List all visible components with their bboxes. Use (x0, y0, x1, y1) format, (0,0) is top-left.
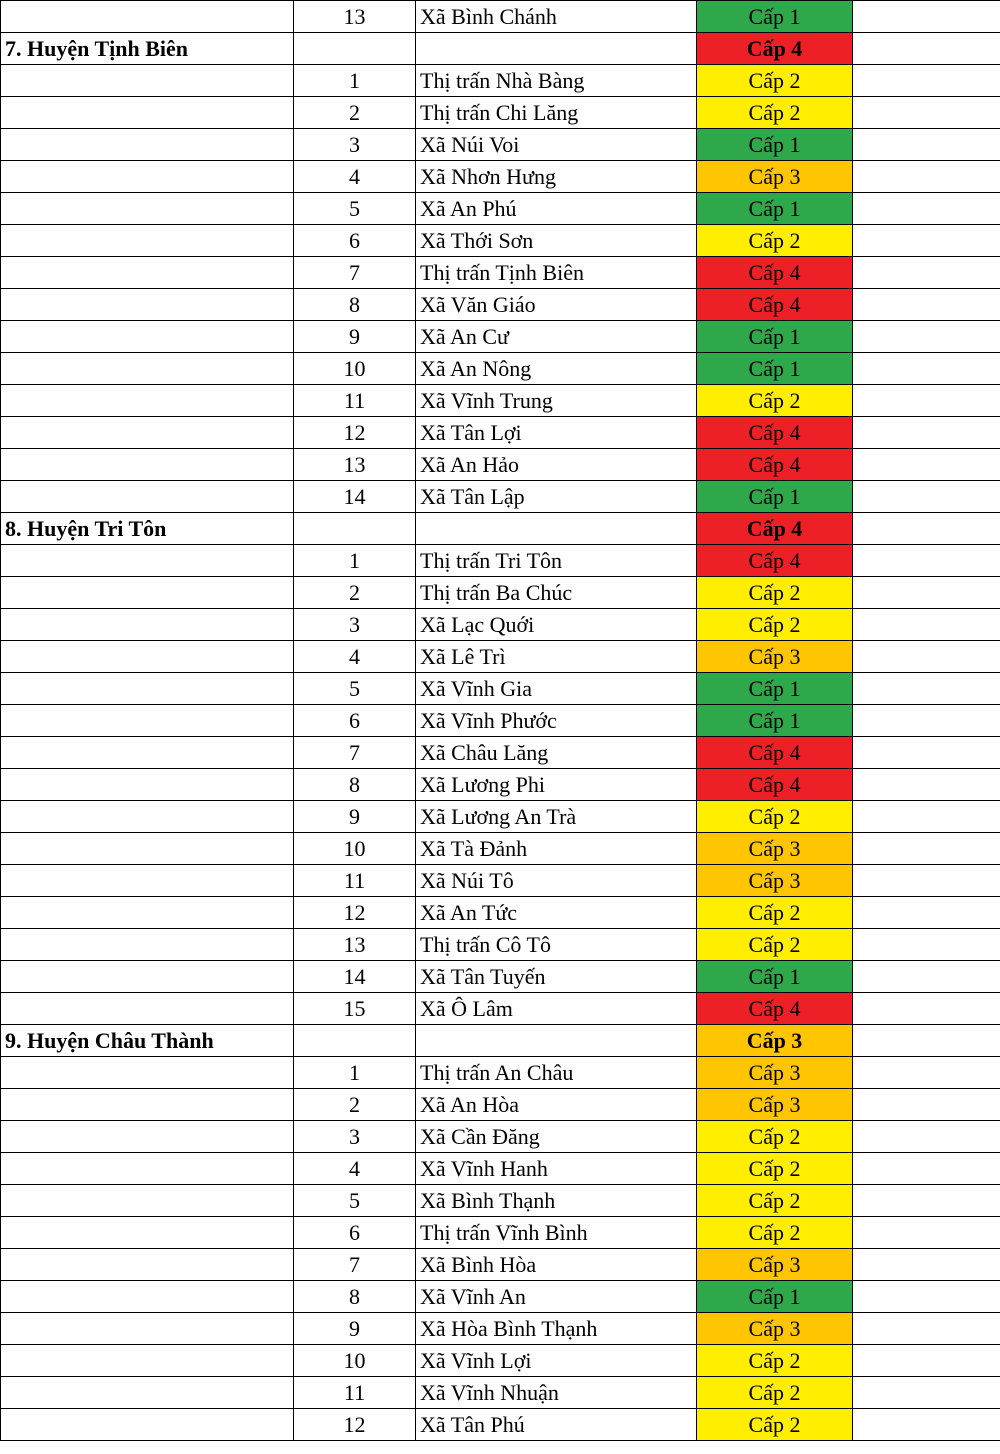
empty-cell (853, 417, 1000, 449)
table-row (1, 417, 1000, 449)
risk-level-badge: Cấp 1 (697, 129, 853, 161)
empty-cell (853, 225, 1000, 257)
commune-name-cell: Xã Lương Phi (416, 769, 697, 801)
commune-name-cell: Xã Ô Lâm (416, 993, 697, 1025)
commune-name-cell: Xã Cần Đăng (416, 1121, 697, 1153)
number-cell: 13 (294, 1, 416, 33)
district-header-row (1, 1025, 1000, 1057)
empty-cell (853, 1057, 1000, 1089)
commune-name-cell: Xã Vĩnh Hanh (416, 1153, 697, 1185)
commune-name-cell: Xã Thới Sơn (416, 225, 697, 257)
number-cell: 3 (294, 1121, 416, 1153)
risk-level-badge: Cấp 4 (697, 513, 853, 545)
number-cell: 11 (294, 385, 416, 417)
table-row (1, 129, 1000, 161)
commune-name-cell: Xã Tân Tuyến (416, 961, 697, 993)
risk-level-badge: Cấp 2 (697, 65, 853, 97)
number-cell: 9 (294, 321, 416, 353)
risk-level-badge: Cấp 1 (697, 353, 853, 385)
empty-cell (853, 1313, 1000, 1345)
empty-cell (853, 65, 1000, 97)
number-cell: 7 (294, 257, 416, 289)
district-name-cell (1, 833, 294, 865)
district-name-cell (1, 961, 294, 993)
number-cell (294, 33, 416, 65)
district-name-cell (1, 257, 294, 289)
table-row (1, 673, 1000, 705)
district-name-cell (1, 65, 294, 97)
empty-cell (853, 385, 1000, 417)
empty-cell (853, 193, 1000, 225)
empty-cell (853, 737, 1000, 769)
empty-cell (853, 257, 1000, 289)
risk-level-badge: Cấp 3 (697, 1089, 853, 1121)
commune-name-cell: Xã Bình Thạnh (416, 1185, 697, 1217)
risk-level-badge: Cấp 2 (697, 1185, 853, 1217)
risk-level-badge: Cấp 2 (697, 97, 853, 129)
risk-level-badge: Cấp 4 (697, 737, 853, 769)
number-cell: 1 (294, 545, 416, 577)
commune-name-cell: Thị trấn Nhà Bàng (416, 65, 697, 97)
table-row (1, 289, 1000, 321)
risk-level-badge: Cấp 1 (697, 705, 853, 737)
table-row (1, 193, 1000, 225)
number-cell: 3 (294, 129, 416, 161)
table-row (1, 1, 1000, 33)
table-row (1, 97, 1000, 129)
empty-cell (853, 705, 1000, 737)
commune-name-cell (416, 513, 697, 545)
commune-name-cell: Xã Vĩnh Gia (416, 673, 697, 705)
commune-name-cell: Xã An Tức (416, 897, 697, 929)
district-name-cell (1, 289, 294, 321)
commune-name-cell (416, 33, 697, 65)
number-cell: 7 (294, 1249, 416, 1281)
commune-name-cell: Thị trấn Ba Chúc (416, 577, 697, 609)
risk-level-badge: Cấp 2 (697, 1409, 853, 1441)
commune-name-cell: Thị trấn Chi Lăng (416, 97, 697, 129)
district-name-cell (1, 161, 294, 193)
risk-level-badge: Cấp 1 (697, 961, 853, 993)
risk-level-badge: Cấp 4 (697, 545, 853, 577)
commune-name-cell: Xã Núi Voi (416, 129, 697, 161)
commune-name-cell: Xã Lạc Quới (416, 609, 697, 641)
district-name-cell (1, 641, 294, 673)
empty-cell (853, 1, 1000, 33)
commune-name-cell: Xã Hòa Bình Thạnh (416, 1313, 697, 1345)
table-row (1, 545, 1000, 577)
commune-name-cell: Xã Tân Phú (416, 1409, 697, 1441)
table-row (1, 1121, 1000, 1153)
risk-level-badge: Cấp 2 (697, 1377, 853, 1409)
table-row (1, 833, 1000, 865)
empty-cell (853, 641, 1000, 673)
number-cell: 6 (294, 1217, 416, 1249)
empty-cell (853, 353, 1000, 385)
empty-cell (853, 961, 1000, 993)
district-name-cell (1, 929, 294, 961)
commune-name-cell: Xã An Hòa (416, 1089, 697, 1121)
district-name-cell (1, 1281, 294, 1313)
district-name-cell: 7. Huyện Tịnh Biên (1, 33, 294, 65)
number-cell: 9 (294, 801, 416, 833)
table-row (1, 65, 1000, 97)
empty-cell (853, 1121, 1000, 1153)
table-row (1, 257, 1000, 289)
district-name-cell (1, 1153, 294, 1185)
number-cell: 3 (294, 609, 416, 641)
district-name-cell (1, 1185, 294, 1217)
number-cell: 2 (294, 577, 416, 609)
district-name-cell (1, 1377, 294, 1409)
table-row (1, 1249, 1000, 1281)
risk-level-badge: Cấp 2 (697, 929, 853, 961)
district-name-cell (1, 545, 294, 577)
empty-cell (853, 801, 1000, 833)
commune-name-cell: Xã Lê Trì (416, 641, 697, 673)
risk-level-badge: Cấp 2 (697, 609, 853, 641)
table-row (1, 385, 1000, 417)
risk-level-badge: Cấp 2 (697, 1345, 853, 1377)
commune-name-cell: Xã An Hảo (416, 449, 697, 481)
district-name-cell (1, 449, 294, 481)
risk-level-badge: Cấp 1 (697, 321, 853, 353)
number-cell: 12 (294, 897, 416, 929)
commune-name-cell: Thị trấn Tri Tôn (416, 545, 697, 577)
number-cell: 5 (294, 193, 416, 225)
commune-name-cell: Xã Núi Tô (416, 865, 697, 897)
risk-level-badge: Cấp 4 (697, 33, 853, 65)
district-header-row (1, 33, 1000, 65)
risk-level-badge: Cấp 4 (697, 769, 853, 801)
commune-name-cell: Xã Tân Lợi (416, 417, 697, 449)
table-row (1, 929, 1000, 961)
district-name-cell (1, 1345, 294, 1377)
empty-cell (853, 929, 1000, 961)
number-cell: 5 (294, 673, 416, 705)
number-cell: 12 (294, 1409, 416, 1441)
district-name-cell (1, 353, 294, 385)
empty-cell (853, 1409, 1000, 1441)
number-cell: 2 (294, 97, 416, 129)
table-row (1, 1057, 1000, 1089)
commune-name-cell: Xã Vĩnh Nhuận (416, 1377, 697, 1409)
table-row (1, 865, 1000, 897)
district-name-cell (1, 97, 294, 129)
district-header-row (1, 513, 1000, 545)
number-cell: 14 (294, 481, 416, 513)
table-row (1, 961, 1000, 993)
table-row (1, 1281, 1000, 1313)
commune-name-cell: Xã Lương An Trà (416, 801, 697, 833)
empty-cell (853, 993, 1000, 1025)
empty-cell (853, 1089, 1000, 1121)
empty-cell (853, 1217, 1000, 1249)
commune-name-cell: Thị trấn An Châu (416, 1057, 697, 1089)
commune-name-cell: Xã Văn Giáo (416, 289, 697, 321)
commune-name-cell: Thị trấn Tịnh Biên (416, 257, 697, 289)
risk-level-badge: Cấp 3 (697, 161, 853, 193)
number-cell: 11 (294, 865, 416, 897)
district-name-cell (1, 897, 294, 929)
empty-cell (853, 33, 1000, 65)
empty-cell (853, 513, 1000, 545)
risk-level-badge: Cấp 3 (697, 1313, 853, 1345)
risk-level-badge: Cấp 3 (697, 641, 853, 673)
number-cell: 13 (294, 929, 416, 961)
number-cell: 14 (294, 961, 416, 993)
risk-level-badge: Cấp 4 (697, 417, 853, 449)
risk-level-badge: Cấp 2 (697, 897, 853, 929)
empty-cell (853, 1281, 1000, 1313)
table-row (1, 1089, 1000, 1121)
commune-name-cell: Xã Tân Lập (416, 481, 697, 513)
district-name-cell (1, 321, 294, 353)
table-row (1, 641, 1000, 673)
table-row (1, 481, 1000, 513)
number-cell: 13 (294, 449, 416, 481)
number-cell: 1 (294, 1057, 416, 1089)
number-cell (294, 513, 416, 545)
table-row (1, 801, 1000, 833)
risk-level-badge: Cấp 1 (697, 1281, 853, 1313)
table-row (1, 1185, 1000, 1217)
number-cell: 8 (294, 1281, 416, 1313)
empty-cell (853, 289, 1000, 321)
district-name-cell (1, 1, 294, 33)
number-cell: 10 (294, 353, 416, 385)
number-cell: 1 (294, 65, 416, 97)
empty-cell (853, 97, 1000, 129)
risk-level-badge: Cấp 2 (697, 1217, 853, 1249)
district-name-cell (1, 1057, 294, 1089)
risk-level-badge: Cấp 4 (697, 993, 853, 1025)
number-cell: 8 (294, 769, 416, 801)
risk-level-badge: Cấp 1 (697, 481, 853, 513)
table-row (1, 897, 1000, 929)
risk-level-badge: Cấp 1 (697, 1, 853, 33)
risk-level-badge: Cấp 1 (697, 193, 853, 225)
commune-name-cell: Xã An Phú (416, 193, 697, 225)
risk-level-badge: Cấp 3 (697, 1249, 853, 1281)
district-name-cell (1, 129, 294, 161)
number-cell (294, 1025, 416, 1057)
table-row (1, 1345, 1000, 1377)
district-name-cell (1, 705, 294, 737)
risk-level-badge: Cấp 2 (697, 385, 853, 417)
district-name-cell (1, 1217, 294, 1249)
commune-name-cell: Xã Vĩnh Trung (416, 385, 697, 417)
risk-level-badge: Cấp 2 (697, 225, 853, 257)
district-name-cell: 9. Huyện Châu Thành (1, 1025, 294, 1057)
risk-level-badge: Cấp 1 (697, 673, 853, 705)
table-row (1, 449, 1000, 481)
risk-level-badge: Cấp 2 (697, 577, 853, 609)
table-row (1, 705, 1000, 737)
number-cell: 4 (294, 161, 416, 193)
empty-cell (853, 609, 1000, 641)
commune-name-cell: Xã An Cư (416, 321, 697, 353)
commune-name-cell: Xã Châu Lăng (416, 737, 697, 769)
number-cell: 15 (294, 993, 416, 1025)
table-row (1, 1409, 1000, 1441)
district-name-cell (1, 737, 294, 769)
table-row (1, 609, 1000, 641)
district-name-cell (1, 1249, 294, 1281)
table-row (1, 769, 1000, 801)
risk-level-badge: Cấp 3 (697, 1025, 853, 1057)
commune-name-cell: Xã Bình Chánh (416, 1, 697, 33)
empty-cell (853, 545, 1000, 577)
empty-cell (853, 833, 1000, 865)
empty-cell (853, 1185, 1000, 1217)
district-name-cell: 8. Huyện Tri Tôn (1, 513, 294, 545)
empty-cell (853, 769, 1000, 801)
table-row (1, 321, 1000, 353)
commune-name-cell (416, 1025, 697, 1057)
district-name-cell (1, 769, 294, 801)
commune-name-cell: Thị trấn Cô Tô (416, 929, 697, 961)
risk-level-badge: Cấp 4 (697, 257, 853, 289)
district-name-cell (1, 225, 294, 257)
number-cell: 5 (294, 1185, 416, 1217)
table-row (1, 353, 1000, 385)
number-cell: 11 (294, 1377, 416, 1409)
commune-name-cell: Xã Bình Hòa (416, 1249, 697, 1281)
number-cell: 10 (294, 833, 416, 865)
empty-cell (853, 1377, 1000, 1409)
number-cell: 4 (294, 641, 416, 673)
district-name-cell (1, 801, 294, 833)
district-name-cell (1, 1121, 294, 1153)
table-row (1, 737, 1000, 769)
empty-cell (853, 129, 1000, 161)
empty-cell (853, 577, 1000, 609)
number-cell: 12 (294, 417, 416, 449)
district-name-cell (1, 385, 294, 417)
table-row (1, 1377, 1000, 1409)
commune-name-cell: Xã Vĩnh An (416, 1281, 697, 1313)
empty-cell (853, 1249, 1000, 1281)
commune-name-cell: Xã Vĩnh Lợi (416, 1345, 697, 1377)
empty-cell (853, 1153, 1000, 1185)
empty-cell (853, 321, 1000, 353)
district-name-cell (1, 993, 294, 1025)
empty-cell (853, 897, 1000, 929)
table-row (1, 1153, 1000, 1185)
risk-level-badge: Cấp 4 (697, 289, 853, 321)
risk-level-badge: Cấp 2 (697, 1153, 853, 1185)
commune-name-cell: Xã Vĩnh Phước (416, 705, 697, 737)
empty-cell (853, 673, 1000, 705)
table-row (1, 161, 1000, 193)
number-cell: 6 (294, 225, 416, 257)
risk-level-badge: Cấp 3 (697, 865, 853, 897)
empty-cell (853, 161, 1000, 193)
number-cell: 2 (294, 1089, 416, 1121)
empty-cell (853, 481, 1000, 513)
risk-level-badge: Cấp 3 (697, 833, 853, 865)
district-name-cell (1, 1089, 294, 1121)
district-name-cell (1, 577, 294, 609)
district-name-cell (1, 417, 294, 449)
table-row (1, 225, 1000, 257)
number-cell: 6 (294, 705, 416, 737)
district-name-cell (1, 673, 294, 705)
risk-level-badge: Cấp 2 (697, 801, 853, 833)
table-row (1, 1217, 1000, 1249)
empty-cell (853, 1025, 1000, 1057)
risk-level-badge: Cấp 4 (697, 449, 853, 481)
district-name-cell (1, 865, 294, 897)
commune-name-cell: Xã An Nông (416, 353, 697, 385)
risk-level-badge: Cấp 2 (697, 1121, 853, 1153)
number-cell: 10 (294, 1345, 416, 1377)
empty-cell (853, 865, 1000, 897)
district-name-cell (1, 1313, 294, 1345)
table-body (1, 1, 1000, 1441)
number-cell: 8 (294, 289, 416, 321)
commune-name-cell: Xã Tà Đảnh (416, 833, 697, 865)
district-name-cell (1, 1409, 294, 1441)
table-row (1, 993, 1000, 1025)
empty-cell (853, 1345, 1000, 1377)
table-row (1, 577, 1000, 609)
number-cell: 9 (294, 1313, 416, 1345)
number-cell: 4 (294, 1153, 416, 1185)
commune-name-cell: Thị trấn Vĩnh Bình (416, 1217, 697, 1249)
district-name-cell (1, 609, 294, 641)
district-name-cell (1, 481, 294, 513)
empty-cell (853, 449, 1000, 481)
number-cell: 7 (294, 737, 416, 769)
commune-name-cell: Xã Nhơn Hưng (416, 161, 697, 193)
district-name-cell (1, 193, 294, 225)
risk-level-badge: Cấp 3 (697, 1057, 853, 1089)
table-row (1, 1313, 1000, 1345)
